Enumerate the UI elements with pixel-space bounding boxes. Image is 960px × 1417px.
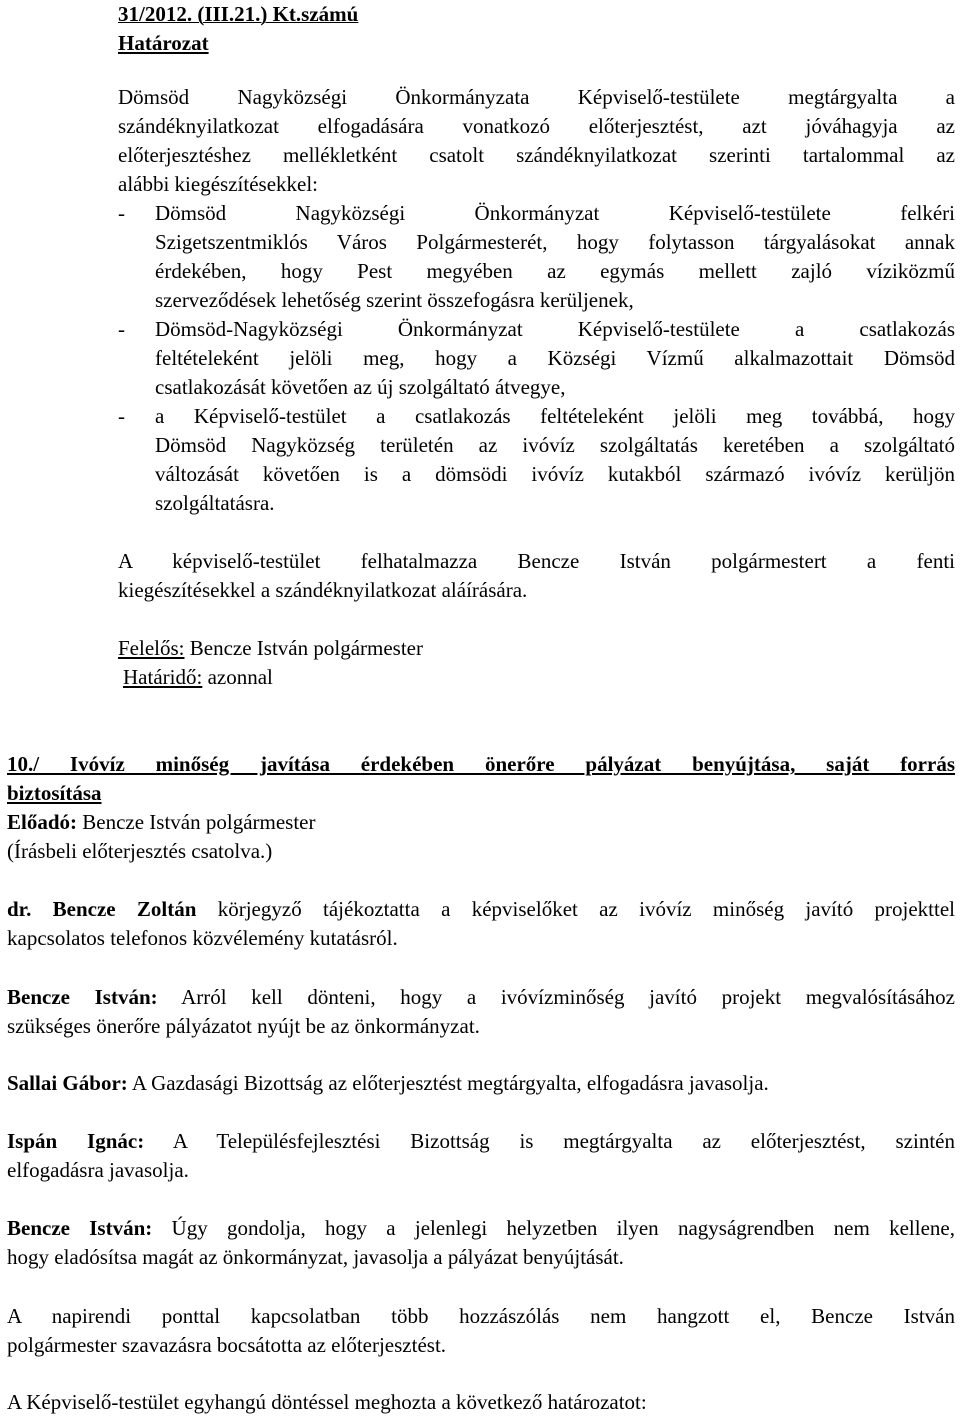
minutes-entry	[7, 1127, 955, 1185]
item-line: érdekében, hogy Pest megyében az egymás mellett zajló víziközmű	[155, 259, 955, 283]
closing-line: A Képviselő-testület egyhangú döntéssel meghozta a következő határozatot:	[7, 1390, 647, 1414]
resolution-number: 31/2012. (III.21.) Kt.számú	[118, 2, 359, 26]
minutes-entry	[7, 983, 955, 1041]
speaker-name: Sallai Gábor:	[7, 1071, 128, 1095]
authorization-line: A képviselő-testület felhatalmazza Bencze István polgármestert a fenti	[118, 549, 955, 573]
speech-text: hogy eladósítsa magát az önkormányzat, javasolja a pályázat benyújtását.	[7, 1245, 624, 1269]
authorization-line: kiegészítésekkel a szándéknyilatkozat aláírására.	[118, 578, 528, 602]
resolution-title-text: Határozat	[118, 31, 209, 55]
responsible-value: Bencze István polgármester	[184, 636, 423, 660]
authorization-paragraph	[118, 547, 955, 605]
speaker-name: dr. Bencze Zoltán	[7, 897, 197, 921]
speaker-name: Bencze István:	[7, 1216, 153, 1240]
deadline-label: Határidő:	[123, 665, 203, 689]
intro-line: alábbi kiegészítésekkel:	[118, 172, 319, 196]
item-line: változását követően is a dömsödi ivóvíz kutakból származó ivóvíz kerüljön	[155, 462, 955, 486]
resolution-title	[118, 29, 209, 58]
vote-line: polgármester szavazásra bocsátotta az előterjesztést.	[7, 1333, 447, 1357]
item-line: feltételeként jelöli meg, hogy a Községi Vízmű alkalmazottait Dömsöd	[155, 346, 955, 370]
speech-text: körjegyző tájékoztatta a képviselőket az ivóvíz minőség javító projekttel	[196, 897, 955, 921]
speech-text: Úgy gondolja, hogy a jelenlegi helyzetben ilyen nagyságrendben nem kellene,	[152, 1216, 955, 1240]
vote-paragraph	[7, 1302, 955, 1360]
list-dash: -	[118, 201, 125, 225]
speech-text: Arról kell dönteni, hogy a ivóvízminőség javító projekt megvalósításához	[157, 985, 956, 1009]
item-line: a Képviselő-testület a csatlakozás feltételeként jelöli meg továbbá, hogy	[155, 404, 955, 428]
attachment-note: (Írásbeli előterjesztés csatolva.)	[7, 839, 273, 863]
minutes-entry	[7, 1214, 955, 1272]
presenter-label: Előadó:	[7, 810, 78, 834]
item-line: csatlakozását követően az új szolgáltató átvegye,	[155, 375, 566, 399]
resolution-item	[118, 199, 955, 315]
agenda-title-line: 10./ Ivóvíz minőség javítása érdekében önerőre pályázat benyújtása, saját forrás	[7, 752, 955, 776]
speech-text: A Településfejlesztési Bizottság is megtárgyalta az előterjesztést, szintén	[144, 1129, 955, 1153]
item-line: szolgáltatásra.	[155, 491, 275, 515]
item-line: Dömsöd-Nagyközségi Önkormányzat Képviselő-testülete a csatlakozás	[155, 317, 955, 341]
presenter-line	[7, 808, 955, 837]
agenda-title-line: biztosítása	[7, 781, 102, 805]
speech-text: A Gazdasági Bizottság az előterjesztést megtárgyalta, elfogadásra javasolja.	[127, 1071, 769, 1095]
vote-line: A napirendi ponttal kapcsolatban több hozzászólás nem hangzott el, Bencze István	[7, 1304, 955, 1328]
minutes-entry	[7, 1069, 955, 1098]
intro-line: Dömsöd Nagyközségi Önkormányzata Képviselő-testülete megtárgyalta a	[118, 85, 955, 109]
intro-line: előterjesztéshez mellékletként csatolt szándéknyilatkozat szerinti tartalommal az	[118, 143, 955, 167]
minutes-entry	[7, 895, 955, 953]
item-line: Szigetszentmiklós Város Polgármesterét, hogy folytasson tárgyalásokat annak	[155, 230, 955, 254]
list-dash: -	[118, 404, 125, 428]
speech-text: szükséges önerőre pályázatot nyújt be az önkormányzat.	[7, 1014, 480, 1038]
deadline-value: azonnal	[202, 665, 273, 689]
responsible-line	[118, 634, 423, 663]
intro-line: szándéknyilatkozat elfogadására vonatkozó előterjesztést, azt jóváhagyja az	[118, 114, 955, 138]
item-line: szerveződések lehetőség szerint összefogásra kerüljenek,	[155, 288, 634, 312]
speaker-name: Ispán Ignác:	[7, 1129, 145, 1153]
resolution-intro	[118, 83, 955, 199]
responsible-label: Felelős:	[118, 636, 185, 660]
presenter-value: Bencze István polgármester	[77, 810, 316, 834]
item-line: Dömsöd Nagyközségi Önkormányzat Képviselő-testülete felkéri	[155, 201, 955, 225]
speaker-name: Bencze István:	[7, 985, 158, 1009]
deadline-line	[123, 663, 273, 692]
item-line: Dömsöd Nagyközség területén az ivóvíz szolgáltatás keretében a szolgáltató	[155, 433, 955, 457]
resolution-item	[118, 402, 955, 518]
speech-text: kapcsolatos telefonos közvélemény kutatásról.	[7, 926, 398, 950]
resolution-reference	[118, 0, 958, 29]
agenda-title	[7, 750, 955, 808]
speech-text: elfogadásra javasolja.	[7, 1158, 189, 1182]
resolution-item	[118, 315, 955, 402]
list-dash: -	[118, 317, 125, 341]
